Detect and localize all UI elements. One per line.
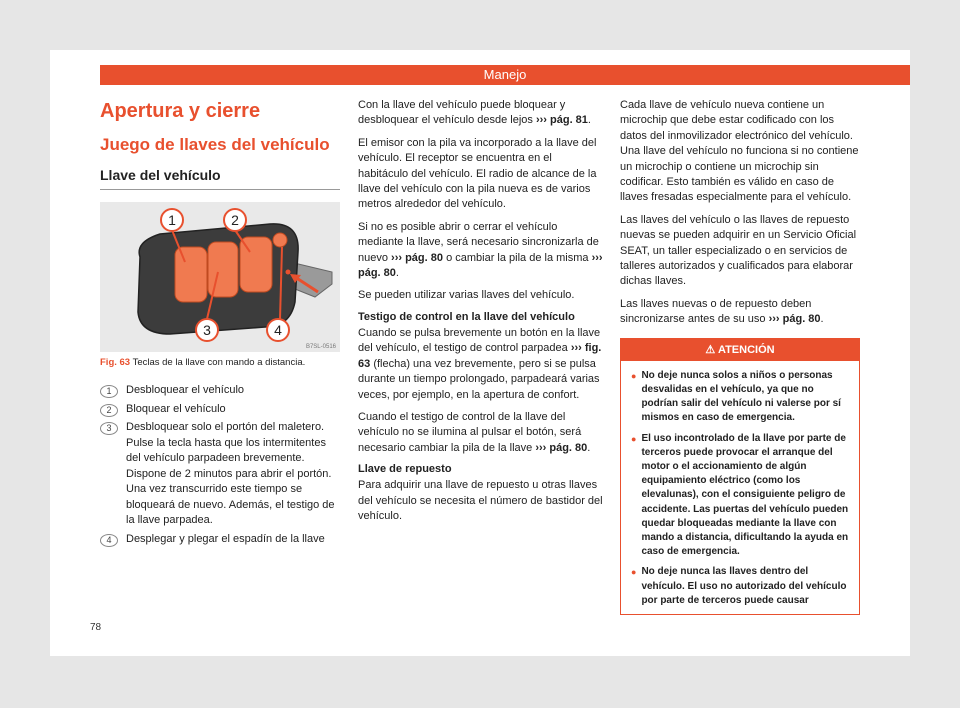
paragraph: Cada llave de vehículo nueva contiene un microchip que debe estar codificado con los datos del inmovilizador electrónico del vehículo. Una llave del vehículo no funciona si no contiene un microchip o contiene un microchip sin codificar. Esto también es válido en caso de llaves fresadas especialmente para el vehículo.	[620, 99, 859, 204]
paragraph: Las llaves del vehículo o las llaves de repuesto nuevas se pueden adquirir en un Servicio Oficial SEAT, un taller especializado o en servicios de talleres autorizados y cualificados para elaborar dichas llaves.	[620, 213, 857, 288]
manual-page	[50, 50, 910, 656]
section-header: Manejo	[100, 65, 910, 85]
key-illustration	[100, 202, 340, 352]
paragraph: Para adquirir una llave de repuesto u otras llaves del vehículo se necesita el número de bastidor del vehículo.	[358, 479, 603, 522]
legend-number: 1	[100, 385, 118, 398]
legend-item	[100, 383, 340, 399]
heading-section: Llave del vehículo	[100, 167, 221, 183]
control-light	[286, 270, 291, 275]
blade-release-button	[273, 233, 287, 247]
paragraph: Cuando el testigo de control de la llave del vehículo no se ilumina al pulsar el botón, será necesario cambiar la pila de la llave ››› pág. 80.	[358, 410, 591, 454]
warning-title: ATENCIÓN	[717, 343, 775, 356]
bullet-icon: ●	[631, 433, 637, 444]
page-reference-link[interactable]: ››› pág. 80	[768, 313, 821, 326]
callout-label-1: 1	[168, 212, 176, 228]
heading-main: Apertura y cierre	[100, 100, 261, 122]
legend-item	[100, 420, 340, 529]
unlock-button-shape	[175, 247, 207, 302]
legend-text: Desbloquear el vehículo	[126, 384, 245, 396]
warning-item	[631, 565, 851, 608]
legend-text: Desplegar y plegar el espadín de la llave	[126, 532, 325, 545]
trunk-button-shape	[208, 242, 238, 297]
section-divider	[100, 189, 340, 190]
paragraph: Con la llave del vehículo puede bloquear y desbloquear el vehículo desde lejos ››› pág. 81.	[358, 99, 591, 127]
figure-reference-link[interactable]: ››› fig. 63	[358, 342, 602, 370]
heading-sub: Juego de llaves del vehículo	[100, 135, 330, 154]
page-reference-link[interactable]: ››› pág. 80	[358, 251, 603, 280]
figure-label: Fig. 63	[100, 357, 131, 368]
warning-header	[621, 339, 859, 361]
warning-text: No deje nunca solos a niños o personas desvalidas en el vehículo, ya que no podrían salir del vehículo ni valerse por sí mismos en caso de emergencia.	[641, 369, 841, 424]
legend-item	[100, 532, 340, 548]
paragraph: Se pueden utilizar varias llaves del vehículo.	[358, 289, 575, 302]
warning-icon: ⚠	[705, 343, 716, 356]
legend-text: Desbloquear solo el portón del maletero. Pulse la tecla hasta que los intermitentes del vehículo parpadeen brevemente. Dispone de 2 minutos para abrir el portón. Una vez transcurrido este tiempo se bloqueará de nuevo. Además, el testigo de la llave parpadea.	[126, 421, 335, 526]
key-figure	[100, 202, 340, 352]
paragraph-text: o cambiar la pila de la misma	[446, 251, 589, 264]
paragraph-text: Si no es posible abrir o cerrar el vehículo mediante la llave, será necesario sincronizarla de nuevo	[358, 220, 599, 264]
page-reference-link[interactable]: ››› pág. 80	[391, 251, 443, 264]
subheading: Llave de repuesto	[358, 463, 452, 476]
paragraph	[358, 326, 603, 403]
paragraph-text: Cuando el testigo de control de la llave del vehículo no se ilumina al pulsar el botón, será necesario cambiar la pila de la llave	[358, 410, 582, 454]
figure-code: B7SL-0516	[305, 344, 336, 350]
left-column	[100, 100, 340, 550]
paragraph-text: Las llaves nuevas o de repuesto deben sincronizarse antes de su uso	[620, 297, 812, 326]
callout-label-2: 2	[231, 212, 239, 228]
page-number: 78	[90, 622, 102, 633]
callout-label-4: 4	[274, 322, 282, 338]
legend-item	[100, 402, 340, 418]
paragraph: El emisor con la pila va incorporado a la llave del vehículo. El receptor se encuentra en el habitáculo del vehículo. El radio de alcance de la llave del vehículo con la pila nueva es de varios metros alrededor del vehículo.	[358, 136, 597, 211]
subheading: Testigo de control en la llave del vehículo	[358, 310, 575, 323]
warning-text: El uso incontrolado de la llave por parte de terceros puede provocar el arranque del motor o el accionamiento de algún equipamiento eléctrico (como los elevalunas), con el consiguiente peligro de accidente. Las puertas del vehículo pueden quedar bloqueadas mediante la llave con mando a distancia, dificultando la ayuda en caso de emergencia.	[641, 432, 849, 558]
callout-label-3: 3	[203, 322, 211, 338]
legend-text: Bloquear el vehículo	[126, 402, 226, 415]
bullet-icon: ●	[631, 370, 637, 381]
paragraph-text: Cuando se pulsa brevemente un botón en la llave del vehículo, el testigo de control parpadea	[358, 326, 601, 355]
page-reference-link[interactable]: ››› pág. 81	[535, 114, 588, 127]
right-column	[620, 98, 860, 615]
paragraph-text: Con la llave del vehículo puede bloquear y desbloquear el vehículo desde lejos	[358, 99, 566, 127]
legend-number: 3	[100, 422, 118, 435]
figure-caption	[100, 357, 340, 369]
paragraph-text: (flecha) una vez brevemente, pero si se pulsa durante un tiempo prolongado, parpadeará varias veces, por ejemplo, en la apertura de confort.	[358, 357, 600, 401]
paragraph: Las llaves nuevas o de repuesto deben sincronizarse antes de su uso ››› pág. 80.	[620, 297, 824, 326]
page-reference-link[interactable]: ››› pág. 80	[535, 441, 588, 454]
warning-item	[631, 432, 851, 560]
legend-number: 2	[100, 404, 118, 417]
legend-list	[100, 383, 340, 547]
figure-caption-text: Teclas de la llave con mando a distancia.	[132, 357, 306, 368]
legend-number: 4	[100, 534, 118, 547]
warning-text: No deje nunca las llaves dentro del vehículo. El uso no autorizado del vehículo por parte de terceros puede causar	[641, 566, 847, 606]
middle-column	[358, 98, 603, 531]
paragraph: Si no es posible abrir o cerrar el vehículo mediante la llave, será necesario sincronizarla de nuevo ››› pág. 80 o cambiar la pila de la misma ››› pág. 80.	[358, 220, 603, 280]
warning-body	[621, 361, 859, 608]
bullet-icon: ●	[631, 567, 637, 578]
warning-box	[620, 338, 860, 615]
warning-item	[631, 369, 851, 426]
